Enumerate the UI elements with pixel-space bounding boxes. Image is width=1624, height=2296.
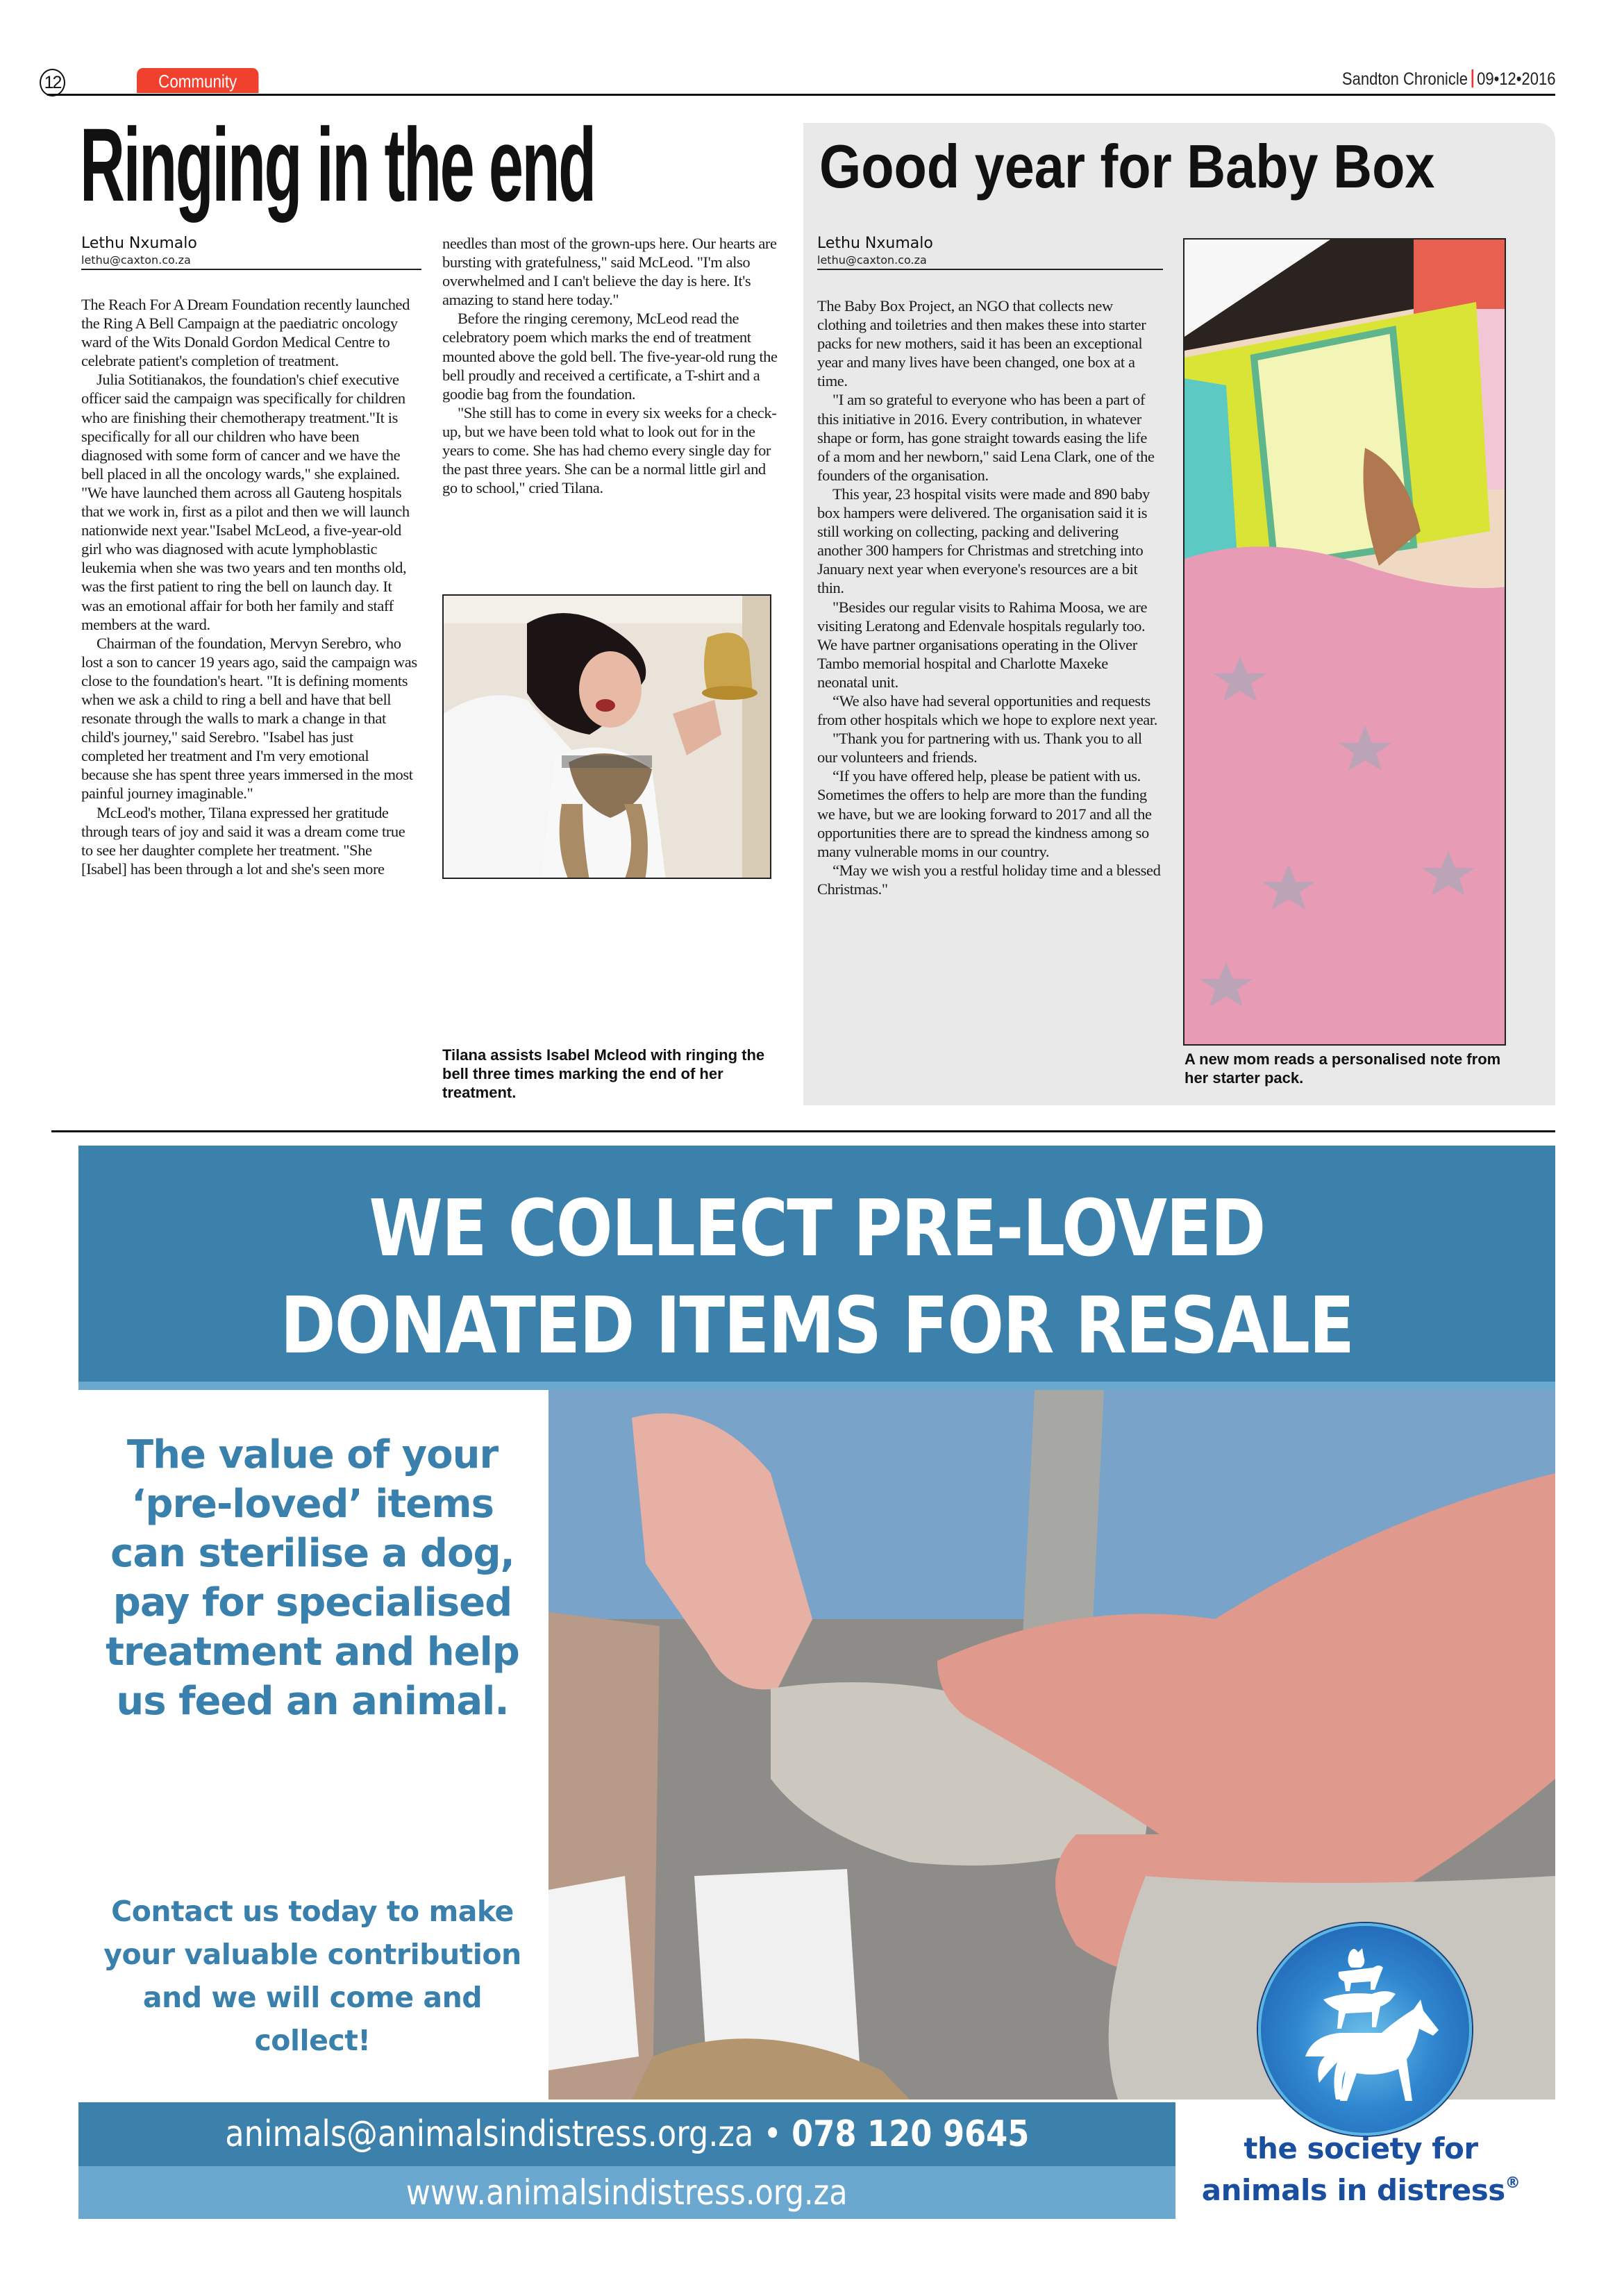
byline-email[interactable]: lethu@caxton.co.za [817, 253, 1163, 270]
byline [81, 234, 421, 270]
ad-body-text: The value of your ‘pre-loved’ items can sterilise a dog, pay for specialised treatment and help us feed an animal. [106, 1432, 519, 1724]
paragraph: "Thank you for partnering with us. Thank you to all our volunteers and friends. [817, 730, 1142, 766]
contact-phone[interactable]: 078 120 9645 [791, 2113, 1030, 2155]
section-divider [51, 1130, 1555, 1132]
headline-ringing: Ringing in the end [80, 106, 595, 223]
stacked-animals-icon [1261, 1926, 1469, 2134]
org-name-line: the society for [1244, 2131, 1478, 2165]
paragraph: "Besides our regular visits to Rahima Moosa, we are visiting Leratong and Edenvale hospitals regularly too. We have partner organisations operating in the Oliver Tambo memorial hospital and Charlotte Maxeke neonatal unit. [817, 598, 1148, 691]
ad-stripe [78, 1382, 1555, 1390]
paragraph: "She still has to come in every six weeks for a check-up, but we have been told what to look out for in the years to come. She has had chemo every single day for the past three years. She can be a normal little girl and go to school," cried Tilana. [442, 403, 777, 497]
animals-in-distress-logo [1258, 1923, 1472, 2136]
photo-image [444, 596, 771, 879]
org-name [1180, 2131, 1541, 2208]
bell-ringing-photo [442, 594, 771, 879]
registered-mark: ® [1505, 2175, 1521, 2192]
masthead-rule [47, 94, 1555, 96]
paragraph: The Reach For A Dream Foundation recently launched the Ring A Bell Campaign at the paediatric oncology ward of the Wits Donald Gordon Medical Centre to celebrate patient's completion of treatment. [81, 296, 410, 370]
divider [1471, 69, 1473, 87]
ad-headline-line: DONATED ITEMS FOR RESALE [280, 1281, 1354, 1371]
paragraph: This year, 23 hospital visits were made and 890 baby box hampers were delivered. The organisation said it is still working on collecting, packing and delivering another 300 hampers for Christmas and stretching into January next year when everyone's resources are a bit thin. [817, 485, 1150, 597]
paragraph: McLeod's mother, Tilana expressed her gratitude through tears of joy and said it was a dream come true to see her daughter complete her treatment. "She [Isabel] has been through a lot and she's seen more [81, 803, 405, 878]
website-link[interactable]: www.animalsindistress.org.za [406, 2172, 848, 2213]
ad-headline-line: WE COLLECT PRE-LOVED [369, 1184, 1265, 1274]
section-tab: Community [137, 68, 258, 93]
paragraph: Chairman of the foundation, Mervyn Serebro, who lost a son to cancer 19 years ago, said the campaign was close to the foundation's heart. "It is defining moments when we ask a child to ring a bell and have that bell resonate through the walls to mark a change in that child's journey," said Serebro. "Isabel has just completed her treatment and I'm very emotional because she has spent three years immersed in the most painful journey imaginable." [81, 634, 417, 803]
photo-caption: A new mom reads a personalised note from her starter pack. [1184, 1050, 1501, 1087]
paragraph: “May we wish you a restful holiday time and a blessed Christmas." [817, 861, 1161, 898]
ad-call-to-action: Contact us today to make your valuable contribution and we will come and collect! [103, 1895, 521, 2057]
paragraph: “If you have offered help, please be patient with us. Sometimes the offers to help are more than the funding we have, but we are looking forward to 2017 and all the opportunities there are to spread the kindness among so many vulnerable moms in our country. [817, 767, 1152, 860]
contact-bar [78, 2102, 1175, 2166]
publication-info [1341, 69, 1555, 90]
paragraph: The Baby Box Project, an NGO that collects new clothing and toiletries and then makes these into starter packs for new mothers, said it has been an exceptional year and many lives have been changed, one box at a time. [817, 297, 1146, 390]
paragraph: needles than most of the grown-ups here. Our hearts are bursting with gratefulness," said McLeod. "I'm also overwhelmed and I can't believe the day is here. It's amazing to stand here today." [442, 235, 777, 309]
issue-date: 09•12•2016 [1476, 69, 1555, 89]
separator-dot: • [763, 2113, 782, 2155]
byline-email[interactable]: lethu@caxton.co.za [81, 253, 421, 270]
article-column [817, 296, 1162, 898]
ad-headline-banner [78, 1146, 1555, 1382]
org-name-line: animals in distress [1201, 2173, 1505, 2207]
byline-name: Lethu Nxumalo [81, 235, 197, 252]
starter-pack-photo [1183, 238, 1506, 1046]
photo-caption: Tilana assists Isabel Mcleod with ringing the bell three times marking the end of her treatment. [442, 1046, 765, 1101]
byline [817, 234, 1163, 270]
page-number: 12 [40, 69, 65, 97]
article-column [81, 295, 419, 878]
headline-baby-box: Good year for Baby Box [819, 132, 1435, 201]
paragraph: "I am so grateful to everyone who has been a part of this initiative in 2016. Every contribution, in whatever shape or form, has gone straight towards easing the life of a mom and her newborn," said Lena Clark, one of the founders of the organisation. [817, 391, 1155, 484]
contact-email[interactable]: animals@animalsindistress.org.za [224, 2113, 753, 2155]
paragraph: Julia Sotitianakos, the foundation's chief executive officer said the campaign was specifically for children who are finishing their chemotherapy treatment."It is specifically for all our children who have been diagnosed with some form of cancer and we have the bell placed in all the oncology wards," she explained. "We have launched them across all Gauteng hospitals that we work in, first as a pilot and then we will launch nationwide next year."Isabel McLeod, a five-year-old girl who was diagnosed with acute lymphoblastic leukemia when she was two years and ten months old, was the first patient to ring the bell on launch day. It was an emotional affair for both her family and staff members at the ward. [81, 371, 410, 633]
paragraph: Before the ringing ceremony, McLeod read the celebratory poem which marks the end of treatment mounted above the gold bell. The five-year-old rung the bell proudly and received a certificate, a T-shirt and a goodie bag from the foundation. [442, 310, 778, 403]
article-column [442, 234, 784, 497]
byline-name: Lethu Nxumalo [817, 235, 933, 252]
paragraph: “We also have had several opportunities and requests from other hospitals which we hope to explore next year. [817, 692, 1157, 729]
publication-name: Sandton Chronicle [1341, 69, 1468, 89]
photo-image [1184, 240, 1506, 1046]
website-bar [78, 2166, 1175, 2219]
